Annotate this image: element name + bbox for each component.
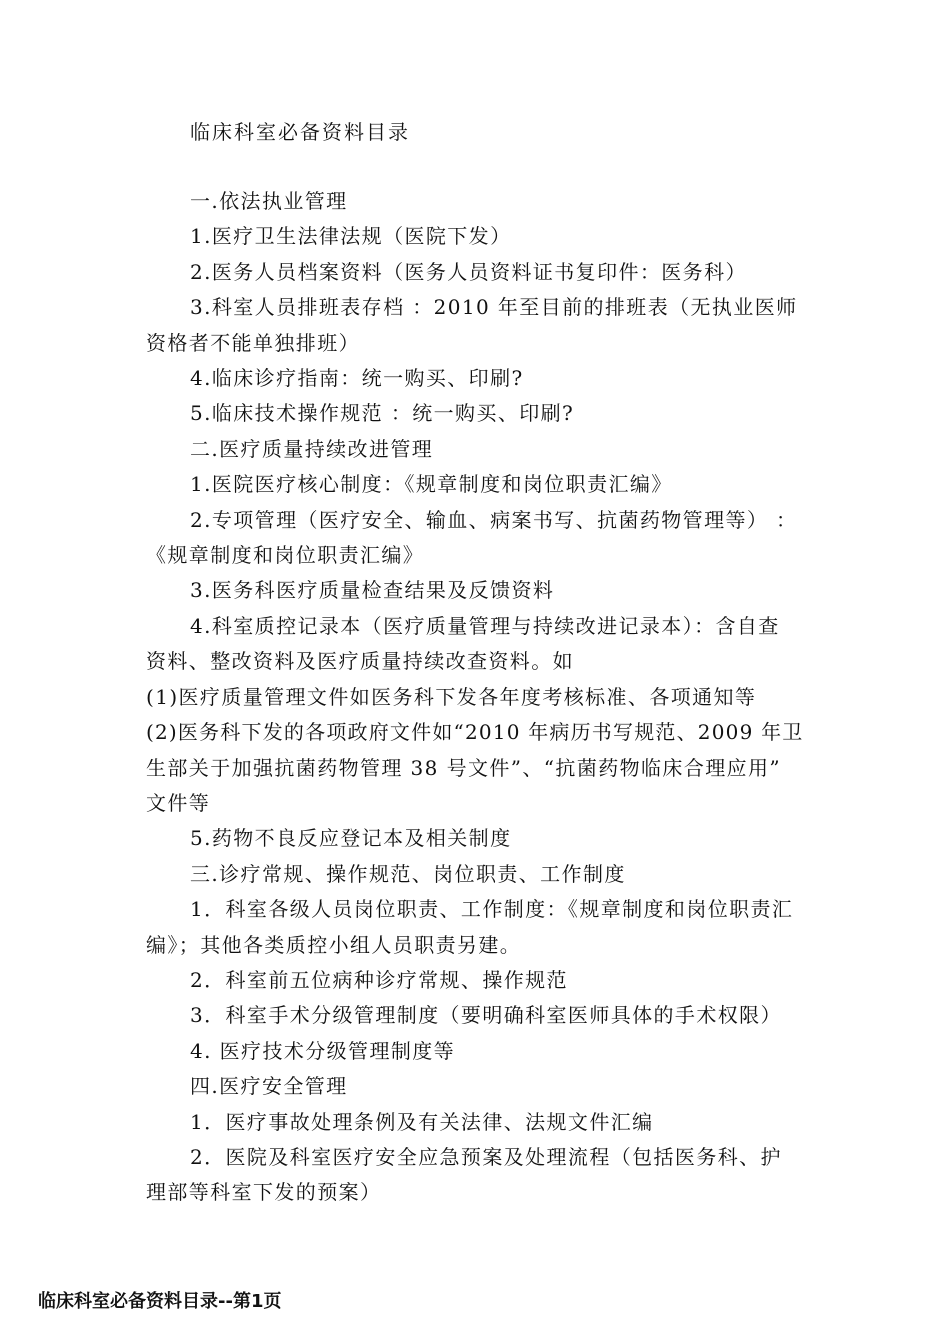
list-item: 5.药物不良反应登记本及相关制度 [190,826,512,851]
section-heading: 三.诊疗常规、操作规范、岗位职责、工作制度 [190,861,626,886]
document-title: 临床科室必备资料目录 [190,120,410,144]
list-item-continuation: 《规章制度和岗位职责汇编》 [146,543,425,568]
list-item-continuation: 资格者不能单独排班） [146,330,360,355]
section-heading: 一.依法执业管理 [190,189,348,213]
list-item: 2.医务人员档案资料（医务人员资料证书复印件：医务科） [190,259,747,284]
section-heading: 四.医疗安全管理 [190,1074,348,1099]
list-item-continuation: 资料、整改资料及医疗质量持续改查资料。如 [146,649,574,674]
list-item: 1.医疗卫生法律法规（医院下发） [190,224,512,249]
section-heading: 二.医疗质量持续改进管理 [190,436,434,461]
sub-item: (2)医务科下发的各项政府文件如“2010 年病历书写规范、2009 年卫 [146,720,804,745]
page-footer: 临床科室必备资料目录--第1页 [38,1291,282,1312]
sub-item-continuation: 生部关于加强抗菌药物管理 38 号文件”、“抗菌药物临床合理应用” [146,755,782,780]
list-item: 1.医院医疗核心制度：《规章制度和岗位职责汇编》 [190,472,673,497]
list-item: 2．医院及科室医疗安全应急预案及处理流程（包括医务科、护 [190,1144,782,1169]
list-item: 5.临床技术操作规范 ：统一购买、印刷? [190,401,575,426]
list-item: 1．医疗事故处理条例及有关法律、法规文件汇编 [190,1109,654,1134]
list-item: 2．科室前五位病种诊疗常规、操作规范 [190,967,568,992]
list-item: 3.科室人员排班表存档 ：2010 年至目前的排班表（无执业医师 [190,295,798,320]
list-item-continuation: 编》；其他各类质控小组人员职责另建。 [146,932,522,957]
list-item: 2.专项管理（医疗安全、输血、病案书写、抗菌药物管理等） ： [190,507,798,532]
list-item: 4. 医疗技术分级管理制度等 [190,1038,456,1063]
list-item: 3．科室手术分级管理制度（要明确科室医师具体的手术权限） [190,1003,782,1028]
sub-item: (1)医疗质量管理文件如医务科下发各年度考核标准、各项通知等 [146,684,757,709]
sub-item-continuation: 文件等 [146,790,211,815]
list-item: 4.临床诊疗指南：统一购买、印刷? [190,366,524,391]
list-item: 4.科室质控记录本（医疗质量管理与持续改进记录本）：含自查 [190,613,780,638]
list-item: 3.医务科医疗质量检查结果及反馈资料 [190,578,555,603]
document-body [146,184,808,1211]
list-item-continuation: 理部等科室下发的预案） [146,1180,382,1205]
list-item: 1．科室各级人员岗位职责、工作制度：《规章制度和岗位职责汇 [190,897,794,922]
